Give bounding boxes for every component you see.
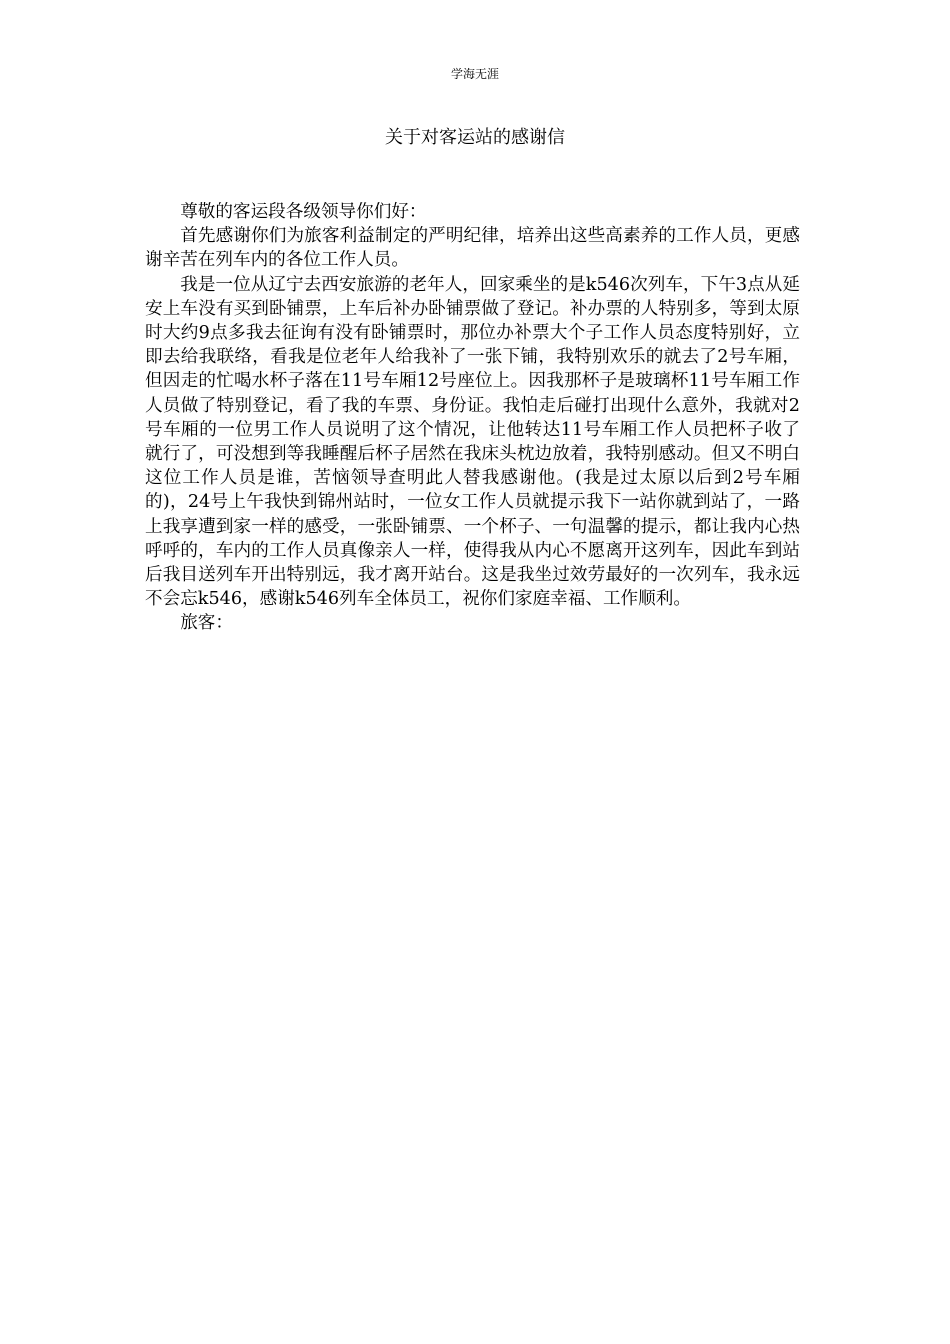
closing: 旅客： [180,613,233,634]
letter-body [145,200,800,636]
salutation: 尊敬的客运段各级领导你们好： [180,202,427,222]
paragraph: 首先感谢你们为旅客利益制定的严明纪律，培养出这些高素养的工作人员，更感谢辛苦在列车内的各位工作人员。 [145,226,800,271]
page-header: 学海无涯 [450,67,499,81]
paragraph: 我是一位从辽宁去西安旅游的老年人，回家乘坐的是k546次列车，下午3点从延安上车没有买到卧铺票，上车后补办卧铺票做了登记。补办票的人特别多，等到太原时大约9点多我去征询有没有卧铺票时，那位办补票大个子工作人员态度特别好，立即去给我联络，看我是位老年人给我补了一张下铺，我特别欢乐的就去了2号车厢，但因走的忙喝水杯子落在11号车厢12号座位上。因我那杯子是玻璃杯11号车厢工作人员做了特别登记，看了我的车票、身份证。我怕走后碰打出现什么意外，我就对2号车厢的一位男工作人员说明了这个情况，让他转达11号车厢工作人员把杯子收了就行了，可没想到等我睡醒后杯子居然在我床头枕边放着，我特别感动。但又不明白这位工作人员是谁，苦恼领导查明此人替我感谢他。(我是过太原以后到2号车厢的)，24号上午我快到锦州站时，一位女工作人员就提示我下一站你就到站了，一路上我享遭到家一样的感受，一张卧铺票、一个杯子、一句温馨的提示，都让我内心热呼呼的，车内的工作人员真像亲人一样，使得我从内心不愿离开这列车，因此车到站后我目送列车开出特别远，我才离开站台。这是我坐过效劳最好的一次列车，我永远不会忘k546，感谢k546列车全体员工，祝你们家庭幸福、工作顺利。 [145,274,800,610]
letter-title: 关于对客运站的感谢信 [385,127,565,148]
